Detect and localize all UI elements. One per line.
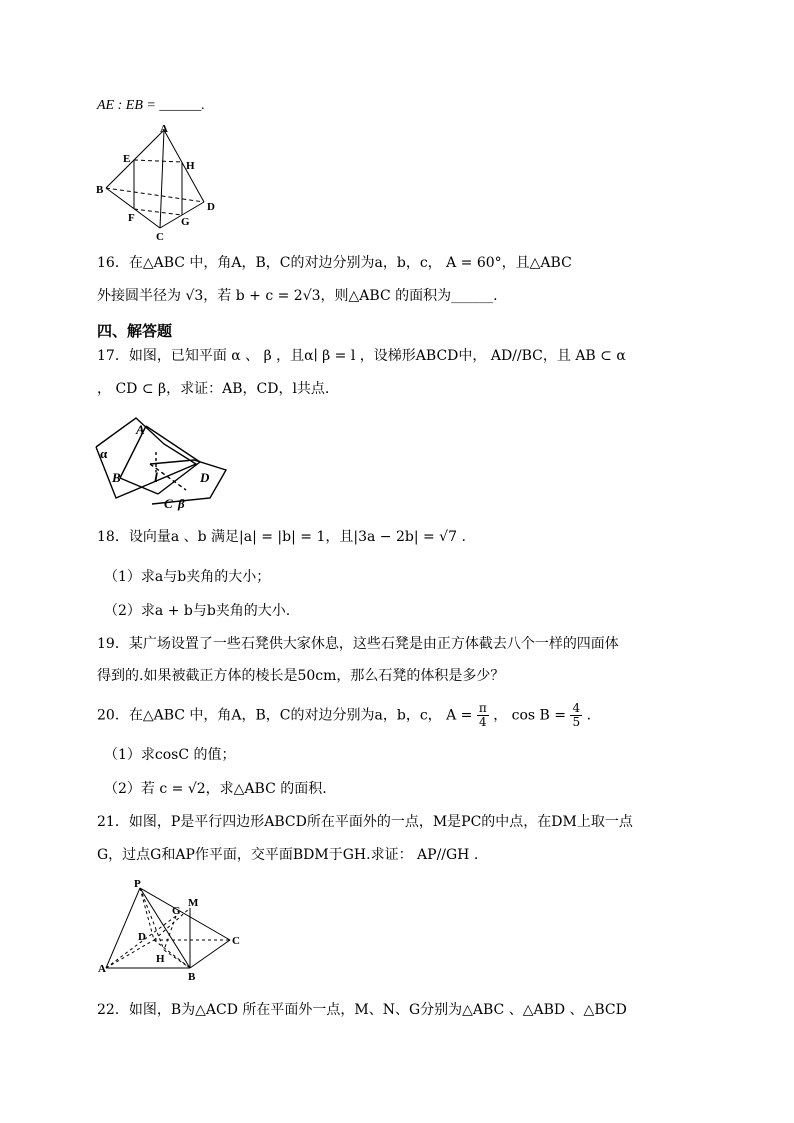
figure-17-planes <box>90 412 240 512</box>
q20-sub-2: （2）若 c = √2，求△ABC 的面积. <box>104 781 327 797</box>
q20-fraction-B: $\frac{4}{5}$ <box>572 701 581 729</box>
label-F: F <box>128 212 135 224</box>
label-B: B <box>188 971 196 983</box>
q15-answer-line: AE : EB = ______. <box>97 98 205 113</box>
label-D: D <box>207 201 215 213</box>
q18-line-1: 18．设向量a 、b 满足|a| = |b| = 1，且|3a − 2b| = √7 . <box>97 529 466 545</box>
label-H: H <box>156 953 165 965</box>
label-M: M <box>188 897 199 909</box>
q16-line-2: 外接圆半径为 √3，若 b + c = 2√3，则△ABC 的面积为______. <box>97 288 498 304</box>
q19-line-2: 得到的.如果被截正方体的棱长是50cm，那么石凳的体积是多少？ <box>97 668 505 684</box>
label-B: B <box>112 470 121 485</box>
label-E: E <box>123 153 131 165</box>
q20-text-c: . <box>586 707 592 724</box>
label-A: A <box>98 963 106 975</box>
q19-line-1: 19．某广场设置了一些石凳供大家休息，这些石凳是由正方体截去八个一样的四面体 <box>97 636 619 652</box>
q20-text-a: 20．在△ABC 中，角A，B，C的对边分别为a，b，c， A = <box>97 707 473 724</box>
label-H: H <box>186 160 195 172</box>
q21-line-2: G，过点G和AP作平面，交平面BDM于GH.求证： AP//GH . <box>97 847 479 863</box>
figure-15-tetrahedron <box>92 122 222 247</box>
label-alpha: α <box>100 446 108 461</box>
q20-text-b: ， cos B = <box>493 707 567 724</box>
label-l: l <box>154 471 158 486</box>
label-P: P <box>134 878 141 890</box>
label-D: D <box>200 470 210 485</box>
label-beta: β <box>178 496 185 511</box>
q17-line-2: ， CD ⊂ β，求证：AB，CD，l共点. <box>97 381 330 397</box>
q20-sub-1: （1）求cosC 的值； <box>104 747 236 763</box>
label-C: C <box>164 496 173 511</box>
q18-sub-2: （2）求a + b与b夹角的大小. <box>104 603 291 619</box>
q20-fraction-A: $\frac{\pi}{4}$ <box>478 701 487 729</box>
q20-line-1 <box>97 702 591 729</box>
label-C: C <box>156 231 164 243</box>
label-C: C <box>232 935 240 947</box>
q18-sub-1: （1）求a与b夹角的大小； <box>104 569 271 585</box>
label-A: A <box>136 422 145 437</box>
q22-line-1: 22．如图，B为△ACD 所在平面外一点，M、N、G分别为△ABC 、△ABD 、△BCD <box>97 1002 627 1018</box>
label-D: D <box>138 931 146 943</box>
figure-21-pyramid <box>94 876 244 984</box>
label-G: G <box>172 905 181 917</box>
section-heading: 四、解答题 <box>97 322 173 340</box>
q21-line-1: 21．如图，P是平行四边形ABCD所在平面外的一点，M是PC的中点，在DM上取一点 <box>97 814 633 830</box>
label-A: A <box>160 123 168 135</box>
q16-line-1: 16．在△ABC 中，角A，B，C的对边分别为a，b，c， A = 60°，且△ABC <box>97 255 572 271</box>
label-B: B <box>96 184 104 196</box>
q17-line-1: 17．如图，已知平面 α 、 β ，且α∣ β = l ，设梯形ABCD中， AD//BC，且 AB ⊂ α <box>97 348 626 364</box>
label-G: G <box>181 216 190 228</box>
